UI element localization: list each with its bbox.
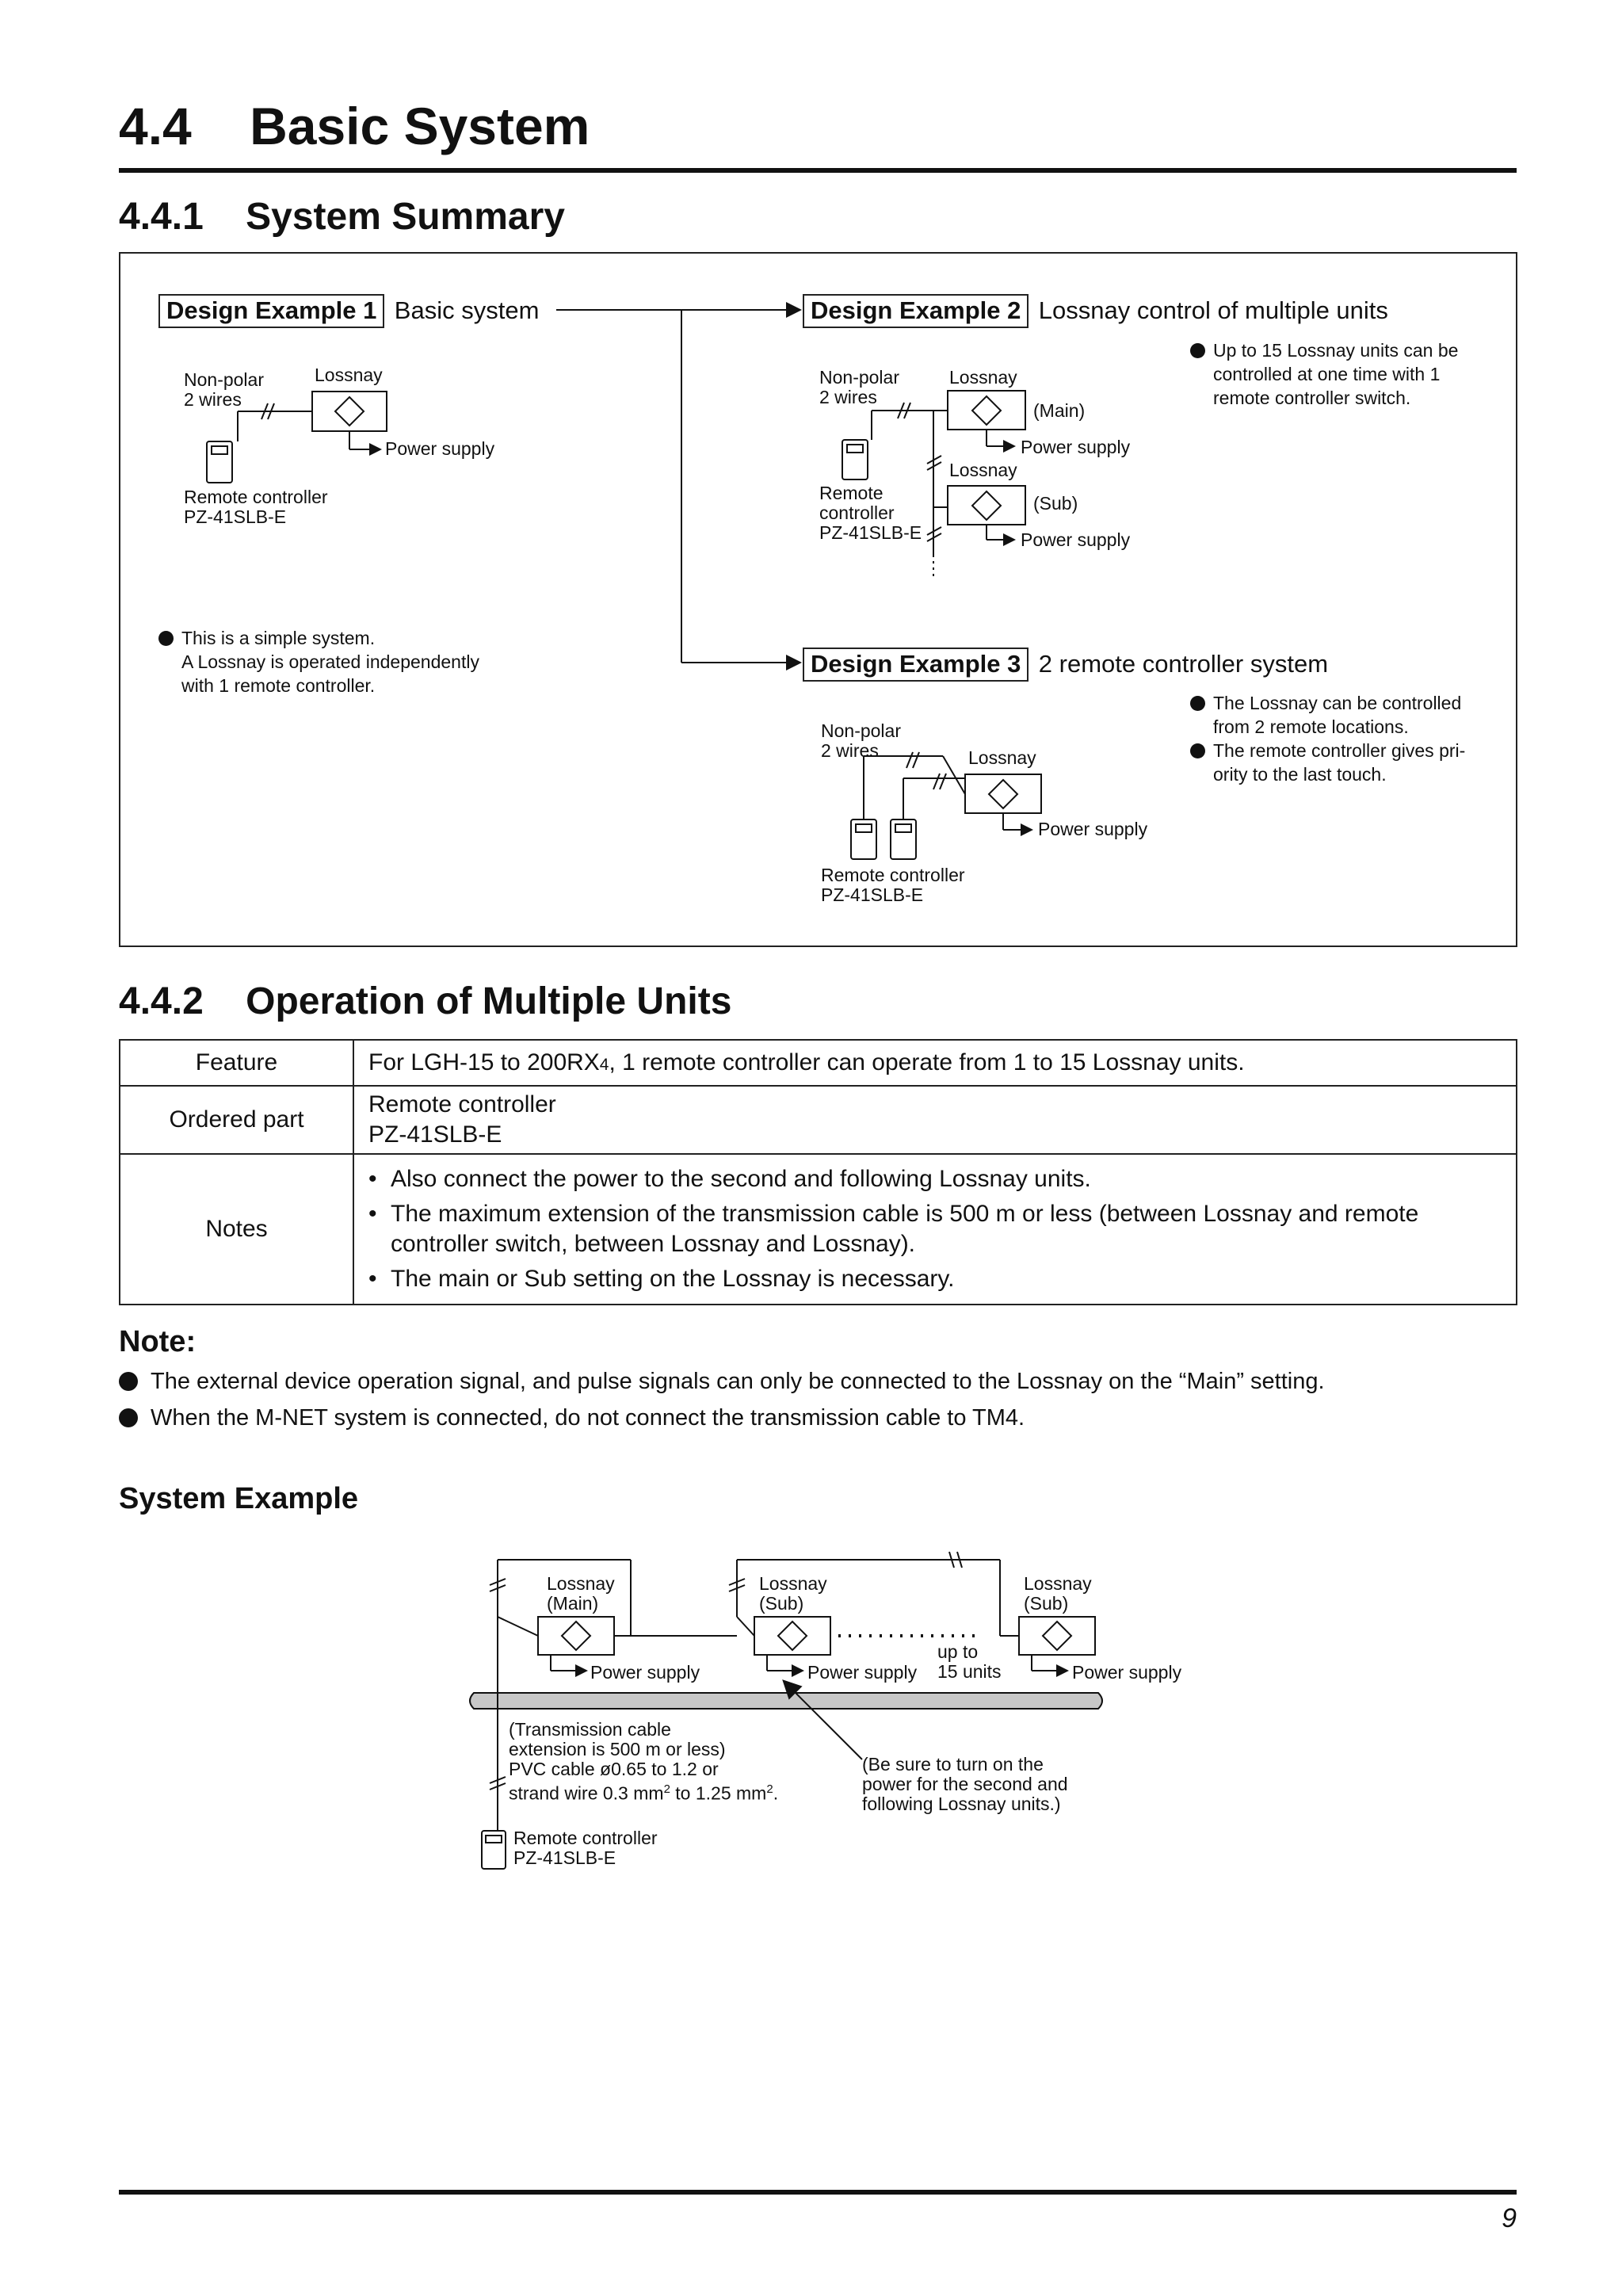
notes-value: • Also connect the power to the second and following Lossnay units. • The maximum extension of the transmission cable is 500 m or less (between Lossnay and remote controller switch, between Lossnay and Lossnay). • The main or Sub setting on the Lossnay is necessary.: [353, 1154, 1517, 1305]
example-unit-sub-2: [1019, 1617, 1095, 1655]
ex3-notes: The Lossnay can be controlled from 2 remote locations. The remote controller gives pri- ority to the last touch.: [1190, 691, 1465, 786]
example-power-label-1: Power supply: [590, 1662, 700, 1683]
example-unit-2-label: Lossnay (Sub): [759, 1573, 827, 1614]
ex1-lossnay-label: Lossnay: [315, 365, 383, 385]
ex1-power-label: Power supply: [385, 438, 495, 459]
page-title: 4.4 Basic System: [119, 97, 590, 155]
design-example-1-tag: Design Example 1: [158, 294, 384, 328]
ex2-nonpolar-label: Non-polar 2 wires: [819, 367, 899, 407]
ex2-power-label-2: Power supply: [1021, 529, 1131, 550]
example-upto-label: up to 15 units: [937, 1641, 1002, 1682]
example-cable-note: (Transmission cable extension is 500 m or less) PVC cable ø0.65 to 1.2 or strand wire 0.3 $mm^2$ to 1.25 $mm^2$.: [509, 1719, 779, 1804]
ex2-lossnay-main-label: Lossnay: [949, 367, 1017, 388]
design-example-2-label: Lossnay control of multiple units: [1038, 296, 1388, 324]
feature-key: Feature: [120, 1040, 353, 1086]
example-unit-main: [538, 1617, 614, 1655]
note-title: Note:: [119, 1325, 197, 1358]
ex2-main-label: (Main): [1033, 400, 1086, 421]
note-bullet-1: The external device operation signal, and pulse signals can only be connected to the Lossnay on the “Main” setting.: [119, 1363, 1325, 1400]
ex1-notes: This is a simple system. A Lossnay is operated independently with 1 remote controller.: [158, 626, 479, 697]
ex3-power-label: Power supply: [1038, 819, 1148, 839]
example-power-label-2: Power supply: [807, 1662, 918, 1683]
design-example-3-tag: Design Example 3: [803, 648, 1029, 682]
ordered-part-key: Ordered part: [120, 1086, 353, 1154]
footer-rule: [119, 2190, 1517, 2195]
note-bullet-2: When the M-NET system is connected, do not connect the transmission cable to TM4.: [119, 1400, 1025, 1436]
notes-key: Notes: [120, 1154, 353, 1305]
section-4-4-1-heading: 4.4.1 System Summary: [119, 196, 565, 238]
ex3-nonpolar-label: Non-polar 2 wires: [821, 720, 901, 761]
example-unit-1-label: Lossnay (Main): [547, 1573, 615, 1614]
ex3-remote-label: Remote controller PZ-41SLB-E: [821, 865, 965, 905]
example-power-label-3: Power supply: [1072, 1662, 1182, 1683]
ex2-notes: Up to 15 Lossnay units can be controlled at one time with 1 remote controller switch.: [1190, 338, 1458, 410]
feature-value: For LGH-15 to 200RX4, 1 remote controller can operate from 1 to 15 Lossnay units.: [353, 1040, 1517, 1086]
example-power-note: (Be sure to turn on the power for the second and following Lossnay units.): [862, 1754, 1068, 1814]
example-unit-sub-1: [754, 1617, 830, 1655]
ex2-remote-label: Remote controller PZ-41SLB-E: [819, 483, 922, 543]
ordered-part-value: Remote controller PZ-41SLB-E: [353, 1086, 1517, 1154]
page-number: 9: [1502, 2203, 1517, 2233]
design-example-1-label: Basic system: [394, 296, 540, 324]
section-4-4-2-heading: 4.4.2 Operation of Multiple Units: [119, 980, 732, 1022]
example-unit-3-label: Lossnay (Sub): [1024, 1573, 1092, 1614]
ex3-lossnay-label: Lossnay: [968, 747, 1036, 768]
system-example-title: System Example: [119, 1482, 359, 1515]
ex2-lossnay-sub-label: Lossnay: [949, 460, 1017, 480]
ex1-nonpolar-label: Non-polar 2 wires: [184, 369, 264, 410]
design-example-3-label: 2 remote controller system: [1038, 650, 1329, 678]
ex1-remote-label: Remote controller PZ-41SLB-E: [184, 487, 328, 527]
design-example-2-tag: Design Example 2: [803, 294, 1029, 328]
example-remote-label: Remote controller PZ-41SLB-E: [513, 1828, 658, 1868]
ex2-sub-label: (Sub): [1033, 493, 1078, 514]
ex2-power-label-1: Power supply: [1021, 437, 1131, 457]
